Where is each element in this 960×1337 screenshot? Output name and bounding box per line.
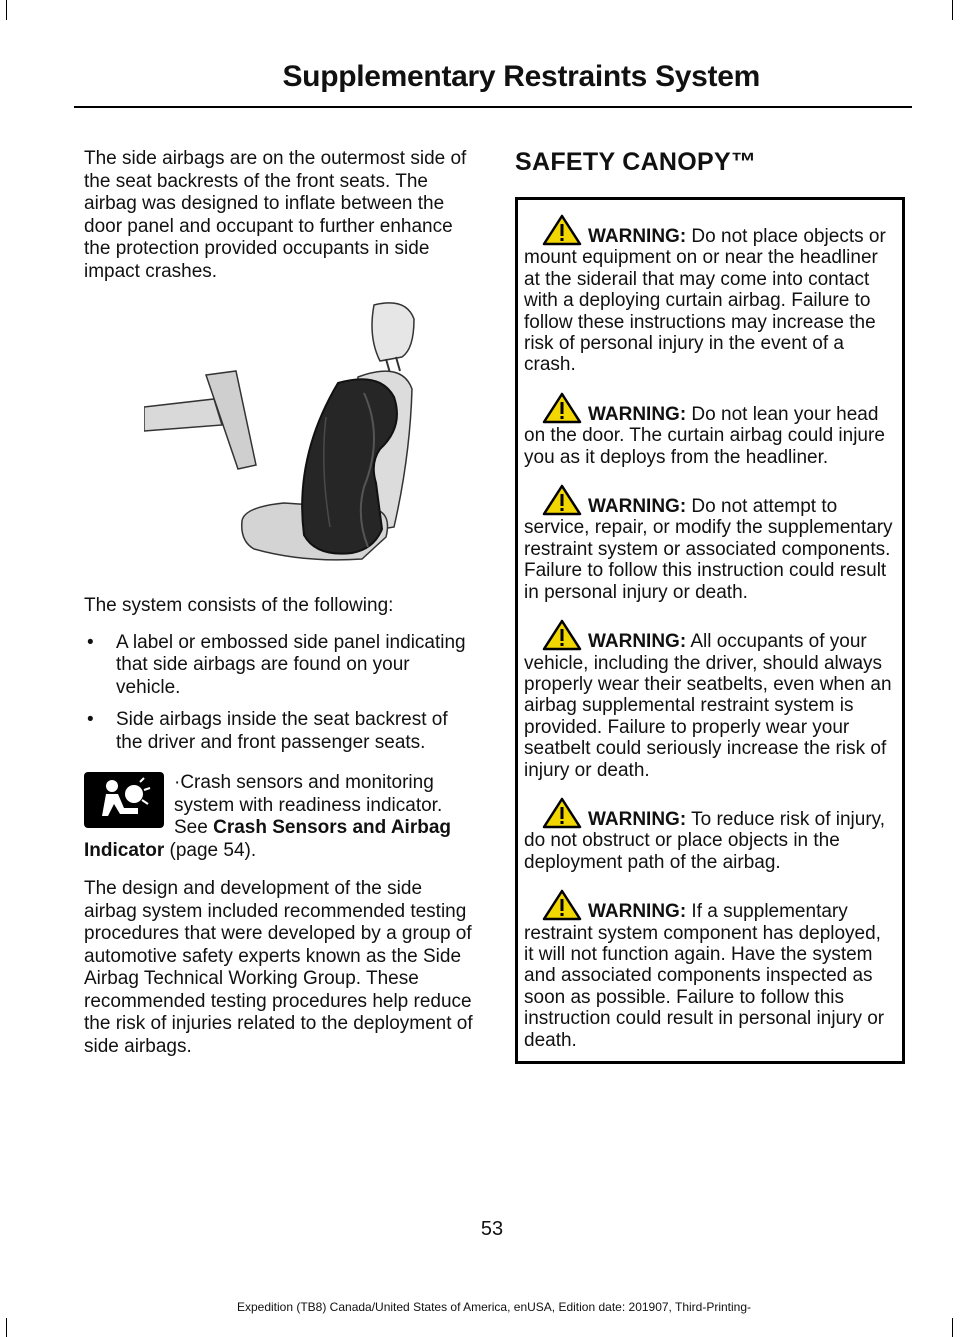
section-heading: SAFETY CANOPY™ [515, 148, 757, 176]
list-item [84, 709, 478, 754]
warning-label: WARNING: [588, 403, 687, 425]
warning-text: Do not attempt to service, repair, or modify the supplementary restraint system or associated components. Failure to follow this instruction could result in personal injury or death. [524, 496, 893, 603]
warning-label: WARNING: [588, 808, 687, 830]
warning-item [524, 889, 894, 1051]
warning-triangle-icon [542, 889, 582, 921]
page-reference: (page 54). [164, 839, 257, 861]
airbag-indicator-icon [84, 772, 164, 828]
warning-triangle-icon [542, 392, 582, 424]
system-intro: The system consists of the following: [84, 595, 394, 616]
right-column [515, 148, 905, 1064]
list-item-text: Side airbags inside the seat backrest of the driver and front passenger seats. [116, 709, 448, 753]
crop-mark [6, 1318, 7, 1337]
indicator-text: ·Crash sensors and monitoring system with readiness indicator. See [174, 772, 443, 838]
warning-triangle-icon [542, 797, 582, 829]
warning-text: If a supplementary restraint system component has deployed, it will not function again. Have the system and associated components inspected as soon as possible. Failure to follow this instruction could result in personal injury or death. [524, 901, 885, 1051]
intro-paragraph: The side airbags are on the outermost side of the seat backrests of the front seats. The airbag was designed to inflate between the door panel and occupant to further enhance the protection provided occupants in side impact crashes. [84, 148, 467, 282]
warning-item [524, 484, 894, 603]
crop-mark [952, 0, 953, 20]
warning-item [524, 214, 894, 376]
component-list [84, 632, 478, 755]
bullet-dot: • [87, 631, 94, 653]
warning-triangle-icon [542, 619, 582, 651]
warning-item [524, 392, 894, 468]
design-paragraph: The design and development of the side airbag system included recommended testing procedures that were developed by a group of automotive safety experts known as the Side Airbag Technical Working Group. These recommended testing procedures help reduce the risk of injuries related to the deployment of side airbags. [84, 878, 473, 1057]
page-number: 53 [480, 1218, 504, 1240]
warning-label: WARNING: [588, 901, 687, 923]
bullet-dot: • [87, 709, 94, 730]
warning-box [515, 197, 905, 1064]
warning-item [524, 619, 894, 781]
warning-text: Do not place objects or mount equipment on or near the headliner at the siderail that may come into contact with a deploying curtain airbag. Failure to follow these instructions may increase the risk of personal injury in the event of a crash. [524, 226, 886, 376]
warning-text: To reduce risk of injury, do not obstruct or place objects in the deployment path of the airbag. [524, 808, 886, 873]
side-airbag-seat-illustration [84, 297, 478, 577]
list-item-text: A label or embossed side panel indicating that side airbags are found on your vehicle. [116, 631, 466, 698]
warning-triangle-icon [542, 214, 582, 246]
edition-footer: Expedition (TB8) Canada/United States of America, enUSA, Edition date: 201907, Third-Printing- [236, 1300, 752, 1314]
warning-triangle-icon [542, 484, 582, 516]
indicator-paragraph [84, 772, 478, 862]
header-rule [74, 106, 912, 108]
crop-mark [952, 1318, 953, 1337]
crop-mark [6, 0, 7, 20]
page-title: Supplementary Restraints System [282, 60, 760, 93]
list-item [84, 632, 478, 700]
warning-label: WARNING: [588, 496, 687, 518]
left-column [84, 148, 478, 1058]
warning-item [524, 797, 894, 873]
warning-text: Do not lean your head on the door. The curtain airbag could injure you as it deploys from the headliner. [524, 403, 885, 468]
warning-label: WARNING: [588, 631, 687, 653]
crash-sensors-link[interactable]: Crash Sensors and Airbag Indicator [84, 817, 452, 861]
warning-text: All occupants of your vehicle, including the driver, should always properly wear their seatbelts, even when an airbag supplemental restraint system is provided. Failure to properly wear your seatbelt could seriously increase the risk of injury or death. [524, 631, 892, 781]
warning-label: WARNING: [588, 226, 687, 247]
